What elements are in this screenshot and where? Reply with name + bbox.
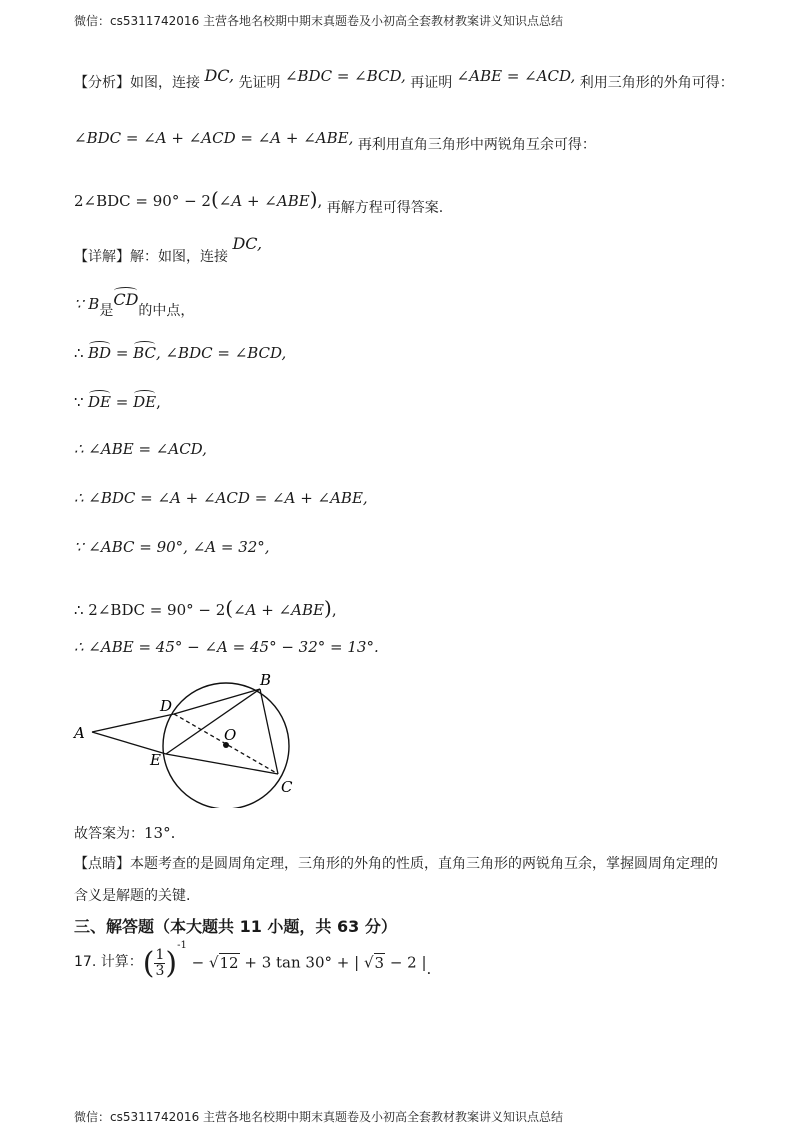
detail-line-8: ∴ ∠ABE = 45° − ∠A = 45° − 32° = 13°. [74, 638, 379, 656]
detail-line-0: 【详解】解：如图，连接 DC, [74, 234, 263, 265]
detail-line-1: ∵ B是CD的中点， [74, 290, 195, 319]
analysis-line-3: 2∠BDC = 90° − 2(∠A + ∠ABE), 再解方程可得答案. [74, 187, 444, 216]
detail-line-4: ∴ ∠ABE = ∠ACD, [74, 440, 207, 458]
segment-db [174, 689, 260, 714]
label-o: O [224, 726, 237, 744]
detail-line-7: ∴ 2∠BDC = 90° − 2(∠A + ∠ABE), [74, 596, 337, 620]
segment-bc [260, 689, 278, 774]
page-header: 微信：cs5311742016 主营各地名校期中期末真题卷及小初高全套教材教案讲义知识点总结 [74, 14, 564, 28]
page-footer: 微信：cs5311742016 主营各地名校期中期末真题卷及小初高全套教材教案讲义知识点总结 [74, 1110, 564, 1124]
question-17: 17. 计算：( $\frac{1}{3}$ )$^{-1}$ − √12 + 3 tan 30° + | √3 − 2 |. [74, 939, 432, 981]
label-c: C [281, 778, 293, 796]
comment-line-2: 含义是解题的关键. [74, 888, 191, 904]
detail-line-3: ∵ DE = DE, [74, 393, 161, 411]
label-a: A [74, 724, 85, 742]
geometry-figure [70, 668, 310, 808]
fraction-one-third: $\frac{1}{3}$ [155, 947, 165, 979]
detail-line-2: ∴ BD = BC, ∠BDC = ∠BCD, [74, 344, 287, 362]
analysis-line-2: ∠BDC = ∠A + ∠ACD = ∠A + ∠ABE, 再利用直角三角形中两锐角互余可得： [74, 129, 596, 153]
detail-line-6: ∵ ∠ABC = 90°, ∠A = 32°, [74, 538, 270, 556]
segment-eb [166, 689, 260, 754]
detail-line-5: ∴ ∠BDC = ∠A + ∠ACD = ∠A + ∠ABE, [74, 489, 368, 507]
answer-line: 故答案为：13°. [74, 824, 176, 842]
comment-line-1: 【点睛】本题考查的是圆周角定理，三角形的外角的性质，直角三角形的两锐角互余，掌握圆周角定理的 [74, 856, 718, 872]
label-d: D [160, 697, 173, 715]
label-e: E [150, 751, 161, 769]
analysis-line-1: 【分析】如图，连接 DC, 先证明 ∠BDC = ∠BCD, 再证明 ∠ABE = ∠ACD, 利用三角形的外角可得： [74, 66, 734, 91]
segment-ad [92, 714, 174, 732]
label-b: B [260, 671, 272, 689]
section-3-title: 三、解答题（本大题共 11 小题，共 63 分） [74, 917, 397, 936]
